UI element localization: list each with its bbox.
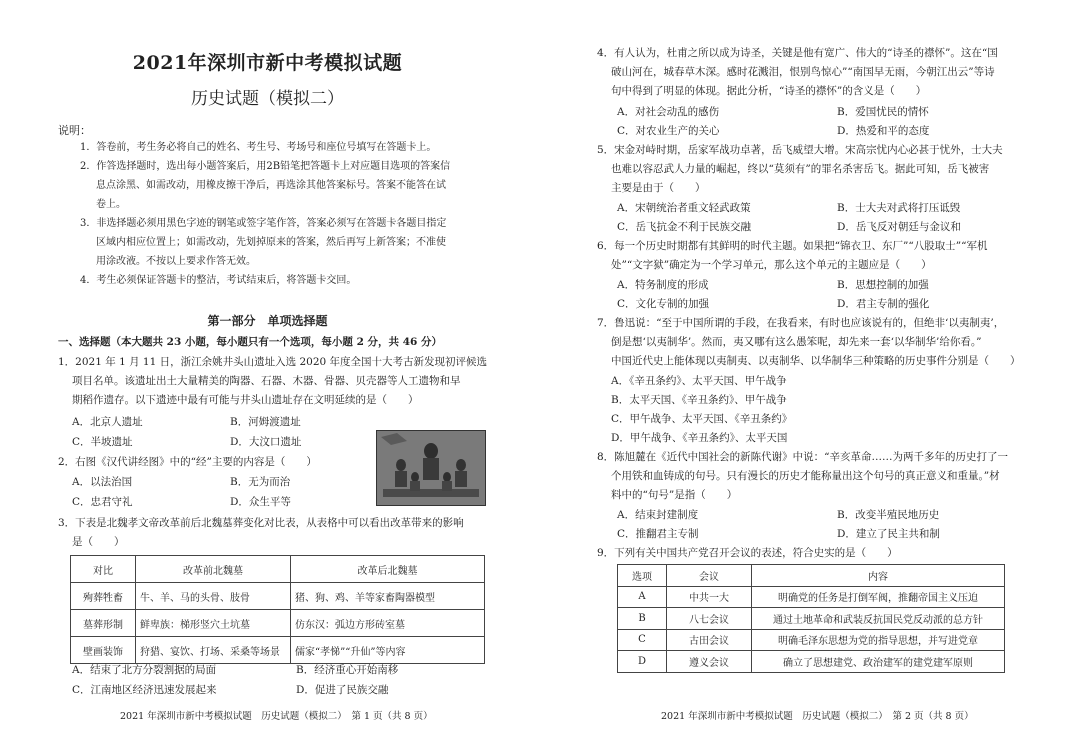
table-cell: 殉葬牲畜 bbox=[71, 583, 136, 610]
table-row bbox=[71, 637, 485, 664]
q6-option-a[interactable]: A．特务制度的形成 bbox=[617, 279, 709, 291]
question-1-line: 项目名单。该遗址出土大量精美的陶器、石器、木器、骨器、贝壳器等人工遗物和早 bbox=[72, 375, 461, 388]
q8-option-a[interactable]: A．结束封建制度 bbox=[617, 509, 699, 521]
table-cell: 鲜卑族：梯形竖穴土坑墓 bbox=[136, 610, 291, 637]
question-6 bbox=[597, 237, 988, 275]
question-6-line: 处”“文字狱”确定为一个学习单元，那么这个单元的主题应是（ ） bbox=[611, 259, 932, 272]
q8-option-d[interactable]: D．建立了民主共和制 bbox=[837, 528, 940, 540]
exam-page-2 bbox=[535, 0, 1070, 756]
question-6-line: 6．每一个历史时期都有其鲜明的时代主题。如果把“锦衣卫、东厂”“八股取士”“军机 bbox=[597, 240, 988, 252]
note-line: 4．考生必须保证答题卡的整洁，考试结束后，将答题卡交回。 bbox=[80, 275, 357, 286]
note-line: 息点涂黑、如需改动，用橡皮擦干净后，再选涂其他答案标号。答案不能答在试 bbox=[96, 180, 446, 191]
question-4-line: 句中得到了明显的体现。据此分析，“诗圣的襟怀”的含义是（ ） bbox=[611, 85, 927, 98]
q5-option-d[interactable]: D．岳飞反对朝廷与金议和 bbox=[837, 221, 961, 233]
table-cell: 牛、羊、马的头骨、肢骨 bbox=[136, 583, 291, 610]
question-1-line: 期稻作遗存。以下遗迹中最有可能与井头山遗址存在文明延续的是（ ） bbox=[72, 394, 419, 407]
page-1-footer: 2021 年深圳市新中考模拟试题 历史试题（模拟二） 第 1 页（共 8 页） bbox=[120, 711, 433, 722]
q2-option-c[interactable]: C．忠君守礼 bbox=[72, 496, 133, 508]
q7-option-d[interactable]: D．甲午战争、《辛丑条约》、太平天国 bbox=[611, 432, 788, 444]
table-row bbox=[618, 608, 1005, 630]
question-7-line: 倒是想‘以夷制华’。然而，夷又哪有这么愚笨呢，却先来一套‘以华制华’给你看。” bbox=[611, 336, 982, 349]
table-cell: A bbox=[618, 586, 667, 608]
question-9: 9．下列有关中国共产党召开会议的表述，符合史实的是（ ） bbox=[597, 547, 898, 559]
table-cell: 明确毛泽东思想为党的指导思想，并写进党章 bbox=[752, 629, 1005, 651]
exam-title: 2021年深圳市新中考模拟试题 bbox=[132, 52, 403, 74]
table-cell: 猪、狗、鸡、羊等家畜陶器模型 bbox=[291, 583, 485, 610]
table-header-cell: 会议 bbox=[667, 565, 752, 587]
q5-option-a[interactable]: A．宋朝统治者重文轻武政策 bbox=[617, 202, 751, 214]
table-cell: C bbox=[618, 629, 667, 651]
question-4-line: 4．有人认为，杜甫之所以成为诗圣，关键是他有宽广、伟大的“诗圣的襟怀”。这在“国 bbox=[597, 47, 998, 59]
table-row bbox=[618, 586, 1005, 608]
table-cell: B bbox=[618, 608, 667, 630]
table-row bbox=[618, 629, 1005, 651]
question-3-line: 3．下表是北魏孝文帝改革前后北魏墓葬变化对比表，从表格中可以看出改革带来的影响 bbox=[58, 517, 464, 529]
q1-option-a[interactable]: A．北京人遗址 bbox=[72, 416, 143, 428]
table-cell: 明确党的任务是打倒军阀，推翻帝国主义压迫 bbox=[752, 586, 1005, 608]
q6-option-d[interactable]: D．君主专制的强化 bbox=[837, 298, 930, 310]
q4-option-d[interactable]: D．热爱和平的态度 bbox=[837, 125, 930, 137]
q2-option-d[interactable]: D．众生平等 bbox=[230, 496, 291, 508]
q3-option-b[interactable]: B．经济重心开始南移 bbox=[296, 664, 399, 676]
table-header-cell: 改革后北魏墓 bbox=[291, 556, 485, 583]
question-5 bbox=[597, 141, 1003, 199]
q7-option-c[interactable]: C．甲午战争、太平天国、《辛丑条约》 bbox=[611, 413, 793, 425]
q2-option-b[interactable]: B．无为而治 bbox=[230, 476, 291, 488]
table-header-cell: 改革前北魏墓 bbox=[136, 556, 291, 583]
page-2-footer: 2021 年深圳市新中考模拟试题 历史试题（模拟二） 第 2 页（共 8 页） bbox=[661, 711, 974, 722]
exam-subtitle: 历史试题（模拟二） bbox=[191, 89, 344, 109]
table-header-cell: 对比 bbox=[71, 556, 136, 583]
table-row bbox=[618, 651, 1005, 673]
question-5-line: 主要是由于（ ） bbox=[611, 182, 706, 195]
table-cell: 八七会议 bbox=[667, 608, 752, 630]
question-4-line: 破山河在，城春草木深。感时花溅泪，恨别鸟惊心”“南国早无雨，今朝江出云”等诗 bbox=[611, 66, 995, 79]
table-cell: 中共一大 bbox=[667, 586, 752, 608]
question-5-line: 也难以容忍武人力量的崛起，终以“莫须有”的罪名杀害岳飞。据此可知，岳飞被害 bbox=[611, 163, 990, 176]
table-cell: 通过土地革命和武装反抗国民党反动派的总方针 bbox=[752, 608, 1005, 630]
section-heading: 一、选择题（本大题共 23 小题，每小题只有一个选项，每小题 2 分，共 46 分） bbox=[58, 336, 442, 348]
table-header-cell: 选项 bbox=[618, 565, 667, 587]
question-1-line: 1．2021 年 1 月 11 日，浙江余姚井头山遗址入选 2020 年度全国十大考古新发现初评候选 bbox=[58, 356, 488, 368]
question-8-line: 个用铁和血铸成的句号。只有漫长的历史才能称量出这个句号的真正意义和重量。”材 bbox=[611, 470, 1000, 483]
table-cell: 狩猎、宴饮、打场、采桑等场景 bbox=[136, 637, 291, 664]
table-header-cell: 内容 bbox=[752, 565, 1005, 587]
question-4 bbox=[597, 44, 998, 102]
q1-option-c[interactable]: C．半坡遗址 bbox=[72, 436, 133, 448]
table-header-row bbox=[71, 556, 485, 583]
question-5-line: 5．宋金对峙时期，岳家军战功卓著，岳飞威望大增。宋高宗忧内心必甚于忧外，士大夫 bbox=[597, 144, 1003, 156]
table-row bbox=[71, 583, 485, 610]
note-line: 3．非选择题必须用黑色字迹的钢笔或签字笔作答，答案必须写在答题卡各题目指定 bbox=[80, 218, 447, 229]
note-line: 区域内相应位置上；如需改动，先划掉原来的答案，然后再写上新答案；不准使 bbox=[96, 237, 446, 248]
note-line: 卷上。 bbox=[96, 199, 126, 210]
note-line: 2．作答选择题时，选出每小题答案后，用2B铅笔把答题卡上对应题目选项的答案信 bbox=[80, 161, 451, 172]
q5-option-b[interactable]: B．士大夫对武将打压诋毁 bbox=[837, 202, 961, 214]
q1-option-d[interactable]: D．大汶口遗址 bbox=[230, 436, 302, 448]
question-7 bbox=[597, 314, 1021, 372]
table-header-row bbox=[618, 565, 1005, 587]
q9-meetings-table bbox=[617, 564, 1005, 673]
q8-option-c[interactable]: C．推翻君主专制 bbox=[617, 528, 699, 540]
q2-option-a[interactable]: A．以法治国 bbox=[72, 476, 133, 488]
q3-option-d[interactable]: D．促进了民族交融 bbox=[296, 684, 389, 696]
table-cell: 古田会议 bbox=[667, 629, 752, 651]
question-8-line: 料中的“句号”是指（ ） bbox=[611, 489, 738, 502]
table-cell: 确立了思想建党、政治建军的建党建军原则 bbox=[752, 651, 1005, 673]
q5-option-c[interactable]: C．岳飞抗金不利于民族交融 bbox=[617, 221, 752, 233]
q4-option-c[interactable]: C．对农业生产的关心 bbox=[617, 125, 720, 137]
question-8-line: 8．陈旭麓在《近代中国社会的新陈代谢》中说：“辛亥革命……为两千多年的历史打了一 bbox=[597, 451, 1009, 463]
q3-option-c[interactable]: C．江南地区经济迅速发展起来 bbox=[72, 684, 217, 696]
notes-block bbox=[80, 138, 450, 290]
table-cell: 遵义会议 bbox=[667, 651, 752, 673]
question-7-line: 中国近代史上能体现以夷制夷、以夷制华、以华制华三种策略的历史事件分别是（ ） bbox=[611, 355, 1021, 368]
question-1 bbox=[58, 353, 487, 411]
q3-option-a[interactable]: A．结束了北方分裂割据的局面 bbox=[72, 664, 217, 676]
note-line: 用涂改液。不按以上要求作答无效。 bbox=[96, 256, 256, 267]
table-cell: 仿东汉：弧边方形砖室墓 bbox=[291, 610, 485, 637]
note-line: 1．答卷前，考生务必将自己的姓名、考生号、考场号和座位号填写在答题卡上。 bbox=[80, 142, 437, 153]
table-cell: 儒家“孝悌”“升仙”等内容 bbox=[291, 637, 485, 664]
q6-option-b[interactable]: B．思想控制的加强 bbox=[837, 279, 929, 291]
question-8 bbox=[597, 448, 1008, 506]
table-cell: 墓葬形制 bbox=[71, 610, 136, 637]
question-3-line: 是（ ） bbox=[72, 536, 125, 549]
question-3 bbox=[58, 514, 464, 552]
q7-option-a[interactable]: A．《辛丑条约》、太平天国、甲午战争 bbox=[611, 375, 787, 387]
part-heading: 第一部分 单项选择题 bbox=[207, 314, 328, 328]
q4-option-b[interactable]: B．爱国忧民的情怀 bbox=[837, 106, 929, 118]
q3-comparison-table bbox=[70, 555, 485, 664]
question-2: 2．右图《汉代讲经图》中的“经”主要的内容是（ ） bbox=[58, 456, 317, 468]
table-cell: D bbox=[618, 651, 667, 673]
q7-option-b[interactable]: B．太平天国、《辛丑条约》、甲午战争 bbox=[611, 394, 787, 406]
q1-option-b[interactable]: B．河姆渡遗址 bbox=[230, 416, 301, 428]
q4-option-a[interactable]: A．对社会动乱的感伤 bbox=[617, 106, 720, 118]
han-lecture-painting-image bbox=[376, 430, 486, 506]
q6-option-c[interactable]: C．文化专制的加强 bbox=[617, 298, 710, 310]
table-cell: 壁画装饰 bbox=[71, 637, 136, 664]
notes-heading: 说明： bbox=[58, 124, 91, 137]
lecture-scene-icon bbox=[377, 431, 485, 505]
question-7-line: 7．鲁迅说：“至于中国所谓的手段，在我看来，有时也应该说有的，但绝非‘以夷制夷’， bbox=[597, 317, 1005, 329]
table-row bbox=[71, 610, 485, 637]
q8-option-b[interactable]: B．改变半殖民地历史 bbox=[837, 509, 940, 521]
